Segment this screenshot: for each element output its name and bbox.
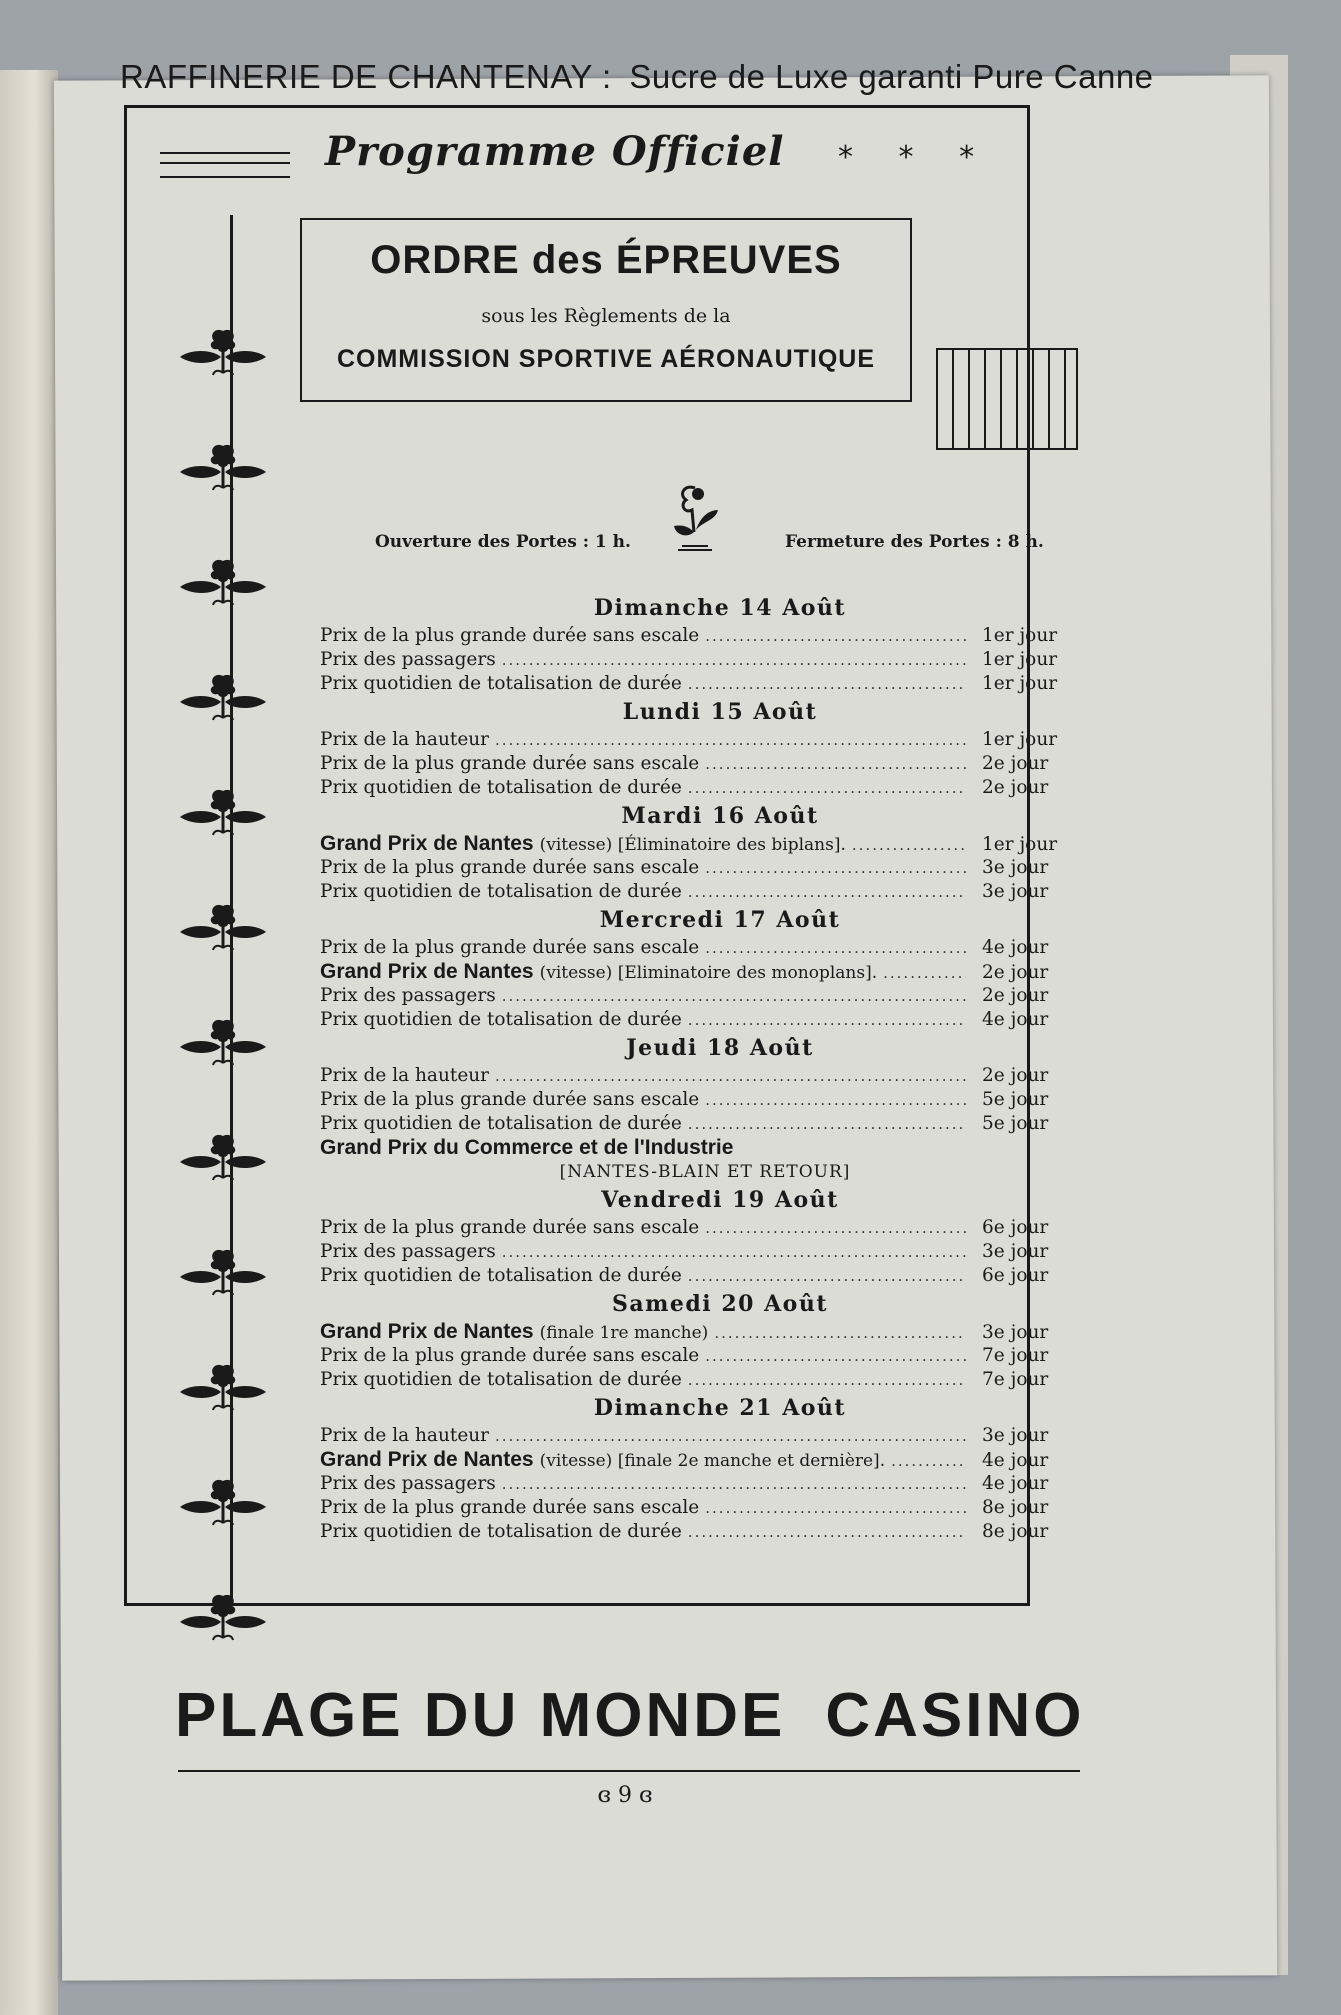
day-title: Lundi 15 Août [622,699,818,725]
leader-dots [495,1424,966,1448]
adjacent-page-edge [0,70,58,2015]
event-jour: 1er jour [982,729,1058,750]
day-title: Mercredi 17 Août [599,907,841,933]
event-name: Prix des passagers [320,1241,496,1262]
footer-banner [175,1680,1085,1751]
leader-dots [705,1216,966,1240]
event-row [320,1472,1060,1496]
event-jour: 1er jour [982,625,1058,646]
leader-dots [502,648,966,672]
event-name: Prix quotidien de totalisation de durée [320,1369,682,1390]
leader-dots [852,833,966,857]
event-name: Grand Prix de Nantes [320,1448,534,1471]
event-jour: 2e jour [982,962,1049,983]
leader-dots [705,1496,966,1520]
event-jour: 1er jour [982,834,1058,855]
programme-stars: * * * [838,140,993,175]
event-name: Grand Prix de Nantes [320,960,534,983]
leader-dots [688,1520,966,1544]
event-jour: 2e jour [982,1065,1049,1086]
event-jour: 1er jour [982,673,1058,694]
event-note: (vitesse) [Éliminatoire des biplans]. [539,835,846,855]
event-row [320,1064,1060,1088]
event-row [320,1216,1060,1240]
day-title: Jeudi 18 Août [626,1035,814,1061]
event-jour: 5e jour [982,1113,1049,1134]
leader-dots [705,856,966,880]
event-row [320,776,1060,800]
event-row [320,936,1060,960]
event-jour: 3e jour [982,857,1049,878]
event-row [320,728,1060,752]
swirl-left-icon: ɞ [597,1783,618,1808]
swirl-right-icon: ɞ [632,1783,653,1808]
footer-right: CASINO [825,1681,1085,1750]
day-title: Dimanche 21 Août [593,1395,847,1421]
event-row [320,648,1060,672]
event-note: (vitesse) [finale 2e manche et dernière]. [539,1451,886,1471]
footer-rule [178,1770,1080,1778]
event-name: Prix de la plus grande durée sans escale [320,625,700,646]
leader-dots [502,1240,966,1264]
header-tagline: Sucre de Luxe garanti Pure Canne [629,58,1154,95]
flower-ornament-icon [178,1245,268,1299]
leader-dots [495,728,966,752]
event-row [320,752,1060,776]
event-jour: 2e jour [982,753,1049,774]
commission-name: COMMISSION SPORTIVE AÉRONAUTIQUE [336,345,876,373]
event-name: Prix de la plus grande durée sans escale [320,857,700,878]
event-name: Grand Prix du Commerce et de l'Industrie [320,1136,734,1159]
event-jour: 2e jour [982,985,1049,1006]
fermeture-portes: Fermeture des Portes : 8 h. [785,532,1044,552]
page-number [585,1783,665,1808]
event-name: Prix quotidien de totalisation de durée [320,1009,682,1030]
leader-dots [688,1264,966,1288]
event-name: Grand Prix de Nantes [320,832,534,855]
event-row [320,1448,1060,1472]
leader-dots [891,1449,966,1473]
leader-dots [705,624,966,648]
event-jour: 2e jour [982,777,1049,798]
event-name: Prix des passagers [320,1473,496,1494]
leader-dots [688,1368,966,1392]
event-jour: 4e jour [982,1473,1049,1494]
event-jour: 4e jour [982,937,1049,958]
event-name: Prix de la plus grande durée sans escale [320,1345,700,1366]
flower-ornament-icon [178,1590,268,1644]
event-jour: 5e jour [982,1089,1049,1110]
leader-dots [688,1008,966,1032]
event-row [320,856,1060,880]
event-jour: 3e jour [982,1425,1049,1446]
flower-ornament-icon [178,440,268,494]
event-row [320,624,1060,648]
day-title: Dimanche 14 Août [593,595,847,621]
event-note: (finale 1re manche) [539,1323,709,1343]
event-row [320,1520,1060,1544]
ordre-box [300,218,912,402]
header-brand: RAFFINERIE DE CHANTENAY : [120,58,612,95]
event-name: Prix de la plus grande durée sans escale [320,937,700,958]
event-jour: 3e jour [982,1241,1049,1262]
programme-title: Programme Officiel [325,128,785,175]
event-name: Prix quotidien de totalisation de durée [320,1521,682,1542]
leader-dots [502,1472,966,1496]
event-row [320,1088,1060,1112]
flower-emblem-icon [660,480,730,556]
leader-dots [502,984,966,1008]
event-jour: 7e jour [982,1345,1049,1366]
event-jour: 3e jour [982,1322,1049,1343]
event-name: Prix quotidien de totalisation de durée [320,881,682,902]
ouverture-portes: Ouverture des Portes : 1 h. [375,532,631,552]
leader-dots [705,752,966,776]
decorative-rule [160,152,290,178]
event-jour: 7e jour [982,1369,1049,1390]
event-row [320,984,1060,1008]
leader-dots [495,1064,966,1088]
event-subline: [NANTES-BLAIN ET RETOUR] [559,1162,851,1182]
event-jour: 4e jour [982,1450,1049,1471]
ordre-title: ORDRE des ÉPREUVES [370,238,842,282]
event-jour: 3e jour [982,881,1049,902]
event-row [320,1264,1060,1288]
event-row [320,1424,1060,1448]
event-name: Grand Prix de Nantes [320,1320,534,1343]
event-name: Prix de la plus grande durée sans escale [320,1497,700,1518]
event-row [320,880,1060,904]
event-row [320,1136,1060,1160]
leader-dots [705,1088,966,1112]
page-number-value: 9 [618,1783,632,1808]
event-row [320,1368,1060,1392]
event-name: Prix de la plus grande durée sans escale [320,1089,700,1110]
flower-ornament-icon [178,1360,268,1414]
event-name: Prix des passagers [320,985,496,1006]
event-row [320,1320,1060,1344]
day-title: Mardi 16 Août [621,803,819,829]
event-row [320,1240,1060,1264]
leader-dots [705,936,966,960]
event-name: Prix quotidien de totalisation de durée [320,1113,682,1134]
event-row [320,1112,1060,1136]
event-name: Prix de la hauteur [320,1425,490,1446]
ordre-subtitle: sous les Règlements de la [481,305,731,327]
leader-dots [688,1112,966,1136]
event-jour: 6e jour [982,1217,1049,1238]
event-name: Prix de la hauteur [320,729,490,750]
event-note: (vitesse) [Eliminatoire des monoplans]. [539,963,878,983]
schedule-list [320,592,1060,1544]
leader-dots [688,672,966,696]
flower-ornament-icon [178,325,268,379]
header-advert [120,58,1154,96]
event-name: Prix quotidien de totalisation de durée [320,673,682,694]
leader-dots [688,776,966,800]
event-row [320,1344,1060,1368]
leader-dots [688,880,966,904]
flower-ornament-icon [178,785,268,839]
event-name: Prix quotidien de totalisation de durée [320,1265,682,1286]
event-name: Prix de la plus grande durée sans escale [320,753,700,774]
flower-ornament-icon [178,1015,268,1069]
day-title: Vendredi 19 Août [601,1187,839,1213]
event-name: Prix quotidien de totalisation de durée [320,777,682,798]
event-name: Prix des passagers [320,649,496,670]
flower-ornament-icon [178,1130,268,1184]
flower-ornament-icon [178,555,268,609]
leader-dots [714,1321,966,1345]
event-jour: 1er jour [982,649,1058,670]
leader-dots [705,1344,966,1368]
event-row [320,672,1060,696]
event-jour: 8e jour [982,1497,1049,1518]
event-jour: 8e jour [982,1521,1049,1542]
event-row [320,960,1060,984]
footer-left: PLAGE DU MONDE [175,1681,786,1750]
flower-ornament-icon [178,900,268,954]
event-row [320,832,1060,856]
day-title: Samedi 20 Août [612,1291,828,1317]
event-jour: 4e jour [982,1009,1049,1030]
flower-ornament-icon [178,1475,268,1529]
event-row [320,1496,1060,1520]
event-row [320,1008,1060,1032]
flower-ornament-icon [178,670,268,724]
event-name: Prix de la hauteur [320,1065,490,1086]
event-name: Prix de la plus grande durée sans escale [320,1217,700,1238]
leader-dots [883,961,966,985]
event-jour: 6e jour [982,1265,1049,1286]
grille-ornament [936,348,1078,450]
